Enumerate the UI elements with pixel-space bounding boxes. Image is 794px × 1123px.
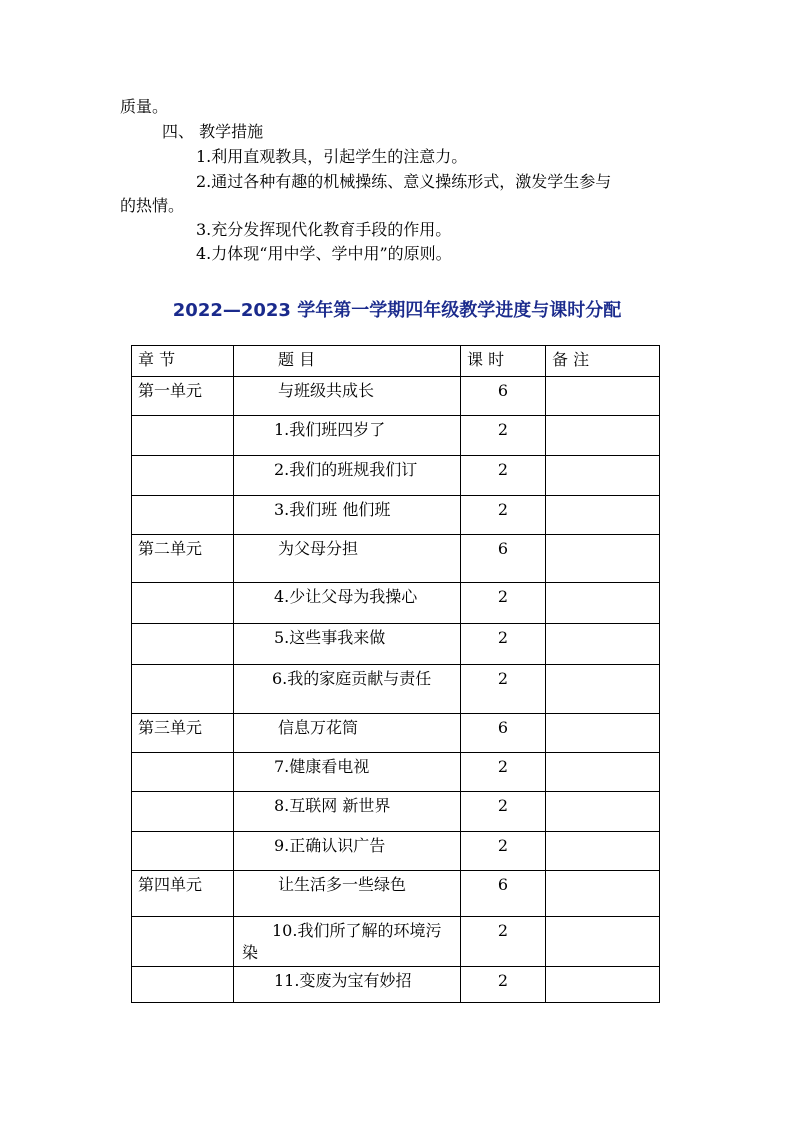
table-row <box>132 832 660 871</box>
note-cell <box>546 496 660 535</box>
measure-1: 1.利用直观教具，引起学生的注意力。 <box>196 147 468 166</box>
topic-cell: 为父母分担 <box>234 535 461 583</box>
header-topic: 题 目 <box>234 346 461 377</box>
table-row <box>132 665 660 714</box>
note-cell <box>546 624 660 665</box>
table-row <box>132 496 660 535</box>
schedule-table <box>131 345 660 1003</box>
hours-cell: 6 <box>461 377 546 416</box>
table-row <box>132 377 660 416</box>
hours-cell: 2 <box>461 917 546 967</box>
note-cell <box>546 535 660 583</box>
table-row <box>132 917 660 967</box>
hours-cell: 2 <box>461 832 546 871</box>
topic-cell: 10.我们所了解的环境污染 <box>234 917 461 967</box>
topic-cell: 4.少让父母为我操心 <box>234 583 461 624</box>
chapter-cell: 第一单元 <box>132 377 234 416</box>
note-cell <box>546 665 660 714</box>
hours-cell: 2 <box>461 753 546 792</box>
chapter-cell <box>132 496 234 535</box>
chapter-cell <box>132 917 234 967</box>
note-cell <box>546 753 660 792</box>
table-row <box>132 583 660 624</box>
measure-3: 3.充分发挥现代化教育手段的作用。 <box>196 220 452 239</box>
table-row <box>132 535 660 583</box>
table-header-row <box>132 346 660 377</box>
measure-2-wrap: 的热情。 <box>120 196 185 215</box>
note-cell <box>546 871 660 917</box>
hours-cell: 2 <box>461 792 546 832</box>
section-heading: 四、 教学措施 <box>162 122 264 141</box>
chapter-cell <box>132 832 234 871</box>
note-cell <box>546 416 660 456</box>
chapter-cell: 第二单元 <box>132 535 234 583</box>
topic-cell: 2.我们的班规我们订 <box>234 456 461 496</box>
topic-cell: 1.我们班四岁了 <box>234 416 461 456</box>
chapter-cell <box>132 665 234 714</box>
measure-4: 4.力体现“用中学、学中用”的原则。 <box>196 244 452 263</box>
hours-cell: 2 <box>461 456 546 496</box>
table-row <box>132 416 660 456</box>
note-cell <box>546 917 660 967</box>
hours-cell: 6 <box>461 714 546 753</box>
schedule-title: 2022—2023 学年第一学期四年级教学进度与课时分配 <box>172 300 622 321</box>
table-row <box>132 714 660 753</box>
hours-cell: 2 <box>461 416 546 456</box>
topic-cell: 5.这些事我来做 <box>234 624 461 665</box>
chapter-cell: 第三单元 <box>132 714 234 753</box>
table-row <box>132 753 660 792</box>
note-cell <box>546 792 660 832</box>
intro-continuation: 质量。 <box>120 97 169 116</box>
topic-cell: 8.互联网 新世界 <box>234 792 461 832</box>
note-cell <box>546 832 660 871</box>
chapter-cell <box>132 583 234 624</box>
measure-2: 2.通过各种有趣的机械操练、意义操练形式，激发学生参与 <box>196 172 612 191</box>
topic-cell: 信息万花筒 <box>234 714 461 753</box>
header-notes: 备 注 <box>546 346 660 377</box>
topic-cell: 7.健康看电视 <box>234 753 461 792</box>
chapter-cell <box>132 456 234 496</box>
topic-cell: 3.我们班 他们班 <box>234 496 461 535</box>
topic-cell: 6.我的家庭贡献与责任 <box>234 665 461 714</box>
note-cell <box>546 456 660 496</box>
chapter-cell: 第四单元 <box>132 871 234 917</box>
note-cell <box>546 377 660 416</box>
hours-cell: 2 <box>461 967 546 1003</box>
topic-cell: 与班级共成长 <box>234 377 461 416</box>
hours-cell: 2 <box>461 665 546 714</box>
table-row <box>132 792 660 832</box>
note-cell <box>546 967 660 1003</box>
note-cell <box>546 583 660 624</box>
hours-cell: 2 <box>461 496 546 535</box>
table-row <box>132 624 660 665</box>
hours-cell: 2 <box>461 624 546 665</box>
header-hours: 课 时 <box>461 346 546 377</box>
table-row <box>132 456 660 496</box>
note-cell <box>546 714 660 753</box>
chapter-cell <box>132 792 234 832</box>
hours-cell: 2 <box>461 583 546 624</box>
topic-cell: 9.正确认识广告 <box>234 832 461 871</box>
chapter-cell <box>132 753 234 792</box>
chapter-cell <box>132 967 234 1003</box>
chapter-cell <box>132 624 234 665</box>
hours-cell: 6 <box>461 535 546 583</box>
table-row <box>132 871 660 917</box>
hours-cell: 6 <box>461 871 546 917</box>
topic-cell: 11.变废为宝有妙招 <box>234 967 461 1003</box>
chapter-cell <box>132 416 234 456</box>
header-chapter: 章 节 <box>132 346 234 377</box>
table-row <box>132 967 660 1003</box>
topic-cell: 让生活多一些绿色 <box>234 871 461 917</box>
